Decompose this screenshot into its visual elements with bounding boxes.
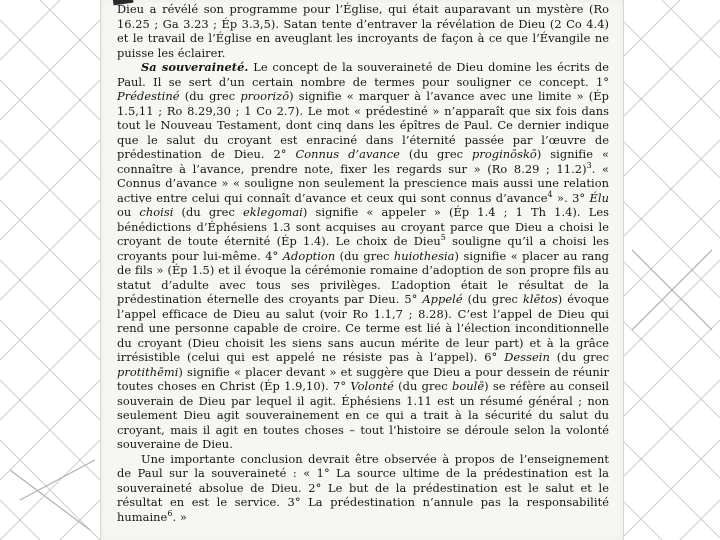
- term-appele: Appelé: [422, 292, 463, 306]
- text-segment: (du grec: [335, 248, 394, 263]
- sovereignty-paragraph: [117, 60, 609, 452]
- term-elu: Élu: [589, 190, 609, 205]
- greek-boule: boulē: [452, 379, 485, 393]
- greek-protithemi: protithēmi: [117, 364, 179, 379]
- text-segment: ». 3°: [552, 190, 590, 205]
- text-segment: (du grec: [179, 89, 241, 103]
- background-right-pattern: [622, 0, 720, 540]
- scanned-page: [100, 0, 624, 540]
- text-segment: ) signifie « marquer à l’avance avec une limite » (Ép 1.5,11 ; Ro 8.29,30 ; 1 Co 2.7). Le mot « prédestiné » n’apparaît que six fois dans tout le Nouveau Testament, dont cinq dans les épîtres de Paul. Ce dernier indique que le salut du croyant est enraciné dans l’éternité passée par l’œuvre de prédestination de Dieu. 2°: [117, 89, 609, 161]
- text-segment: . « Connus d’avance » « souligne non seulement la prescience mais aussi une relation active entre celui qui connaît d’avance et ceux qui sont connus d’avance: [117, 161, 609, 205]
- term-predestine: Prédestiné: [117, 89, 180, 103]
- text-segment: ou: [117, 205, 140, 219]
- text-segment: ) se réfère au conseil souverain de Dieu par lequel il agit. Éphésiens 1.11 est un résumé général ; non seulement Dieu agit souverainement en ce qui a trait à la sécurité du salut du croyant, mais il agit en toutes choses – tout l’histoire se déroule selon la volonté souveraine de Dieu.: [117, 379, 610, 451]
- diagonal-grid-right: [622, 0, 720, 540]
- term-dessein: Dessein: [504, 350, 550, 364]
- greek-proorizo: proorizō: [240, 89, 290, 103]
- text-segment: (du grec: [462, 292, 523, 306]
- term-volonte: Volonté: [350, 379, 394, 393]
- text-segment: (du grec: [173, 205, 244, 219]
- text-segment: . »: [172, 509, 187, 524]
- text-segment: (du grec: [393, 379, 452, 393]
- text-segment: ) signifie « placer au rang de fils » (Ép 1.5) et il évoque la cérémonie romaine d’adoption de son propre fils au statut d’adulte avec tous ses privilèges. L’adoption était le résultat de la prédestination éternelle des croyants par Dieu. 5°: [117, 248, 609, 306]
- background-left-pattern: [0, 0, 100, 540]
- greek-proginosko: proginōskō: [472, 147, 537, 161]
- term-choisi: choisi: [139, 205, 174, 219]
- footnote-ref-5: 5: [440, 233, 446, 243]
- footnote-ref-6: 6: [167, 508, 173, 518]
- term-connus-d-avance: Connus d’avance: [295, 147, 400, 161]
- first-paragraph: [117, 2, 609, 60]
- greek-huiothesia: huiothesia: [393, 248, 455, 263]
- text-segment: ) évoque l’appel efficace de Dieu au salut (voir Ro 1.1,7 ; 8.28). C’est l’appel de Dieu qui rend une personne capable de croire. Ce terme est lié à l’élection inconditionnelle du croyant (Dieu choisit les siens sans aucun mérite de leur part) et à la grâce irrésistible (celui qui est appelé ne résiste pas à l’appel). 6°: [117, 292, 609, 364]
- text-segment: Le concept de la souveraineté de Dieu domine les écrits de Paul. Il se sert d’un certain nombre de termes pour souligner ce concept. 1°: [117, 60, 609, 89]
- first-paragraph-text: Dieu a révélé son programme pour l’Église, qui était auparavant un mystère (Ro 16.25 ; Ga 3.23 ; Ép 3.3,5). Satan tente d’entraver la révélation de Dieu (2 Co 4.4) et le travail de l’Église en aveuglant les incroyants de façon à ce que l’Évangile ne puisse les éclairer.: [117, 2, 609, 60]
- footnote-ref-3: 3: [586, 160, 592, 170]
- conclusion-paragraph: [117, 452, 609, 525]
- greek-eklegomai: eklegomai: [243, 205, 303, 219]
- conclusion-text: Une importante conclusion devrait être observée à propos de l’enseignement de Paul sur la souveraineté : « 1° La source ultime de la prédestination est la souveraineté absolue de Dieu. 2° Le but de la prédestination est le salut et le résultat en est le service. 3° La prédestination n’annule pas la responsabilité humaine: [117, 451, 609, 524]
- text-segment: (du grec: [549, 350, 609, 364]
- text-segment: (du grec: [399, 147, 473, 161]
- text-segment: souligne qu’il a choisi les croyants pour lui-même. 4°: [117, 234, 609, 263]
- text-segment: ) signifie « connaître à l’avance, prendre note, fixer les regards sur » (Ro 8.29 ; 11.2): [117, 147, 609, 176]
- section-heading: Sa souveraineté.: [141, 60, 249, 74]
- greek-kletos: klētos: [522, 292, 558, 306]
- term-adoption: Adoption: [282, 248, 336, 263]
- text-segment: ) signifie « appeler » (Ép 1.4 ; 1 Th 1.4). Les bénédictions d’Éphésiens 1.3 sont acquises au croyant parce que Dieu a choisi le croyant de toute éternité (Ép 1.4). Le choix de Dieu: [117, 205, 609, 248]
- page-text: [117, 2, 609, 524]
- footnote-ref-4: 4: [547, 189, 553, 199]
- diagonal-grid-left: [0, 0, 100, 540]
- text-segment: ) signifie « placer devant » et suggère que Dieu a pour dessein de réunir toutes choses en Christ (Ép 1.9,10). 7°: [117, 364, 609, 393]
